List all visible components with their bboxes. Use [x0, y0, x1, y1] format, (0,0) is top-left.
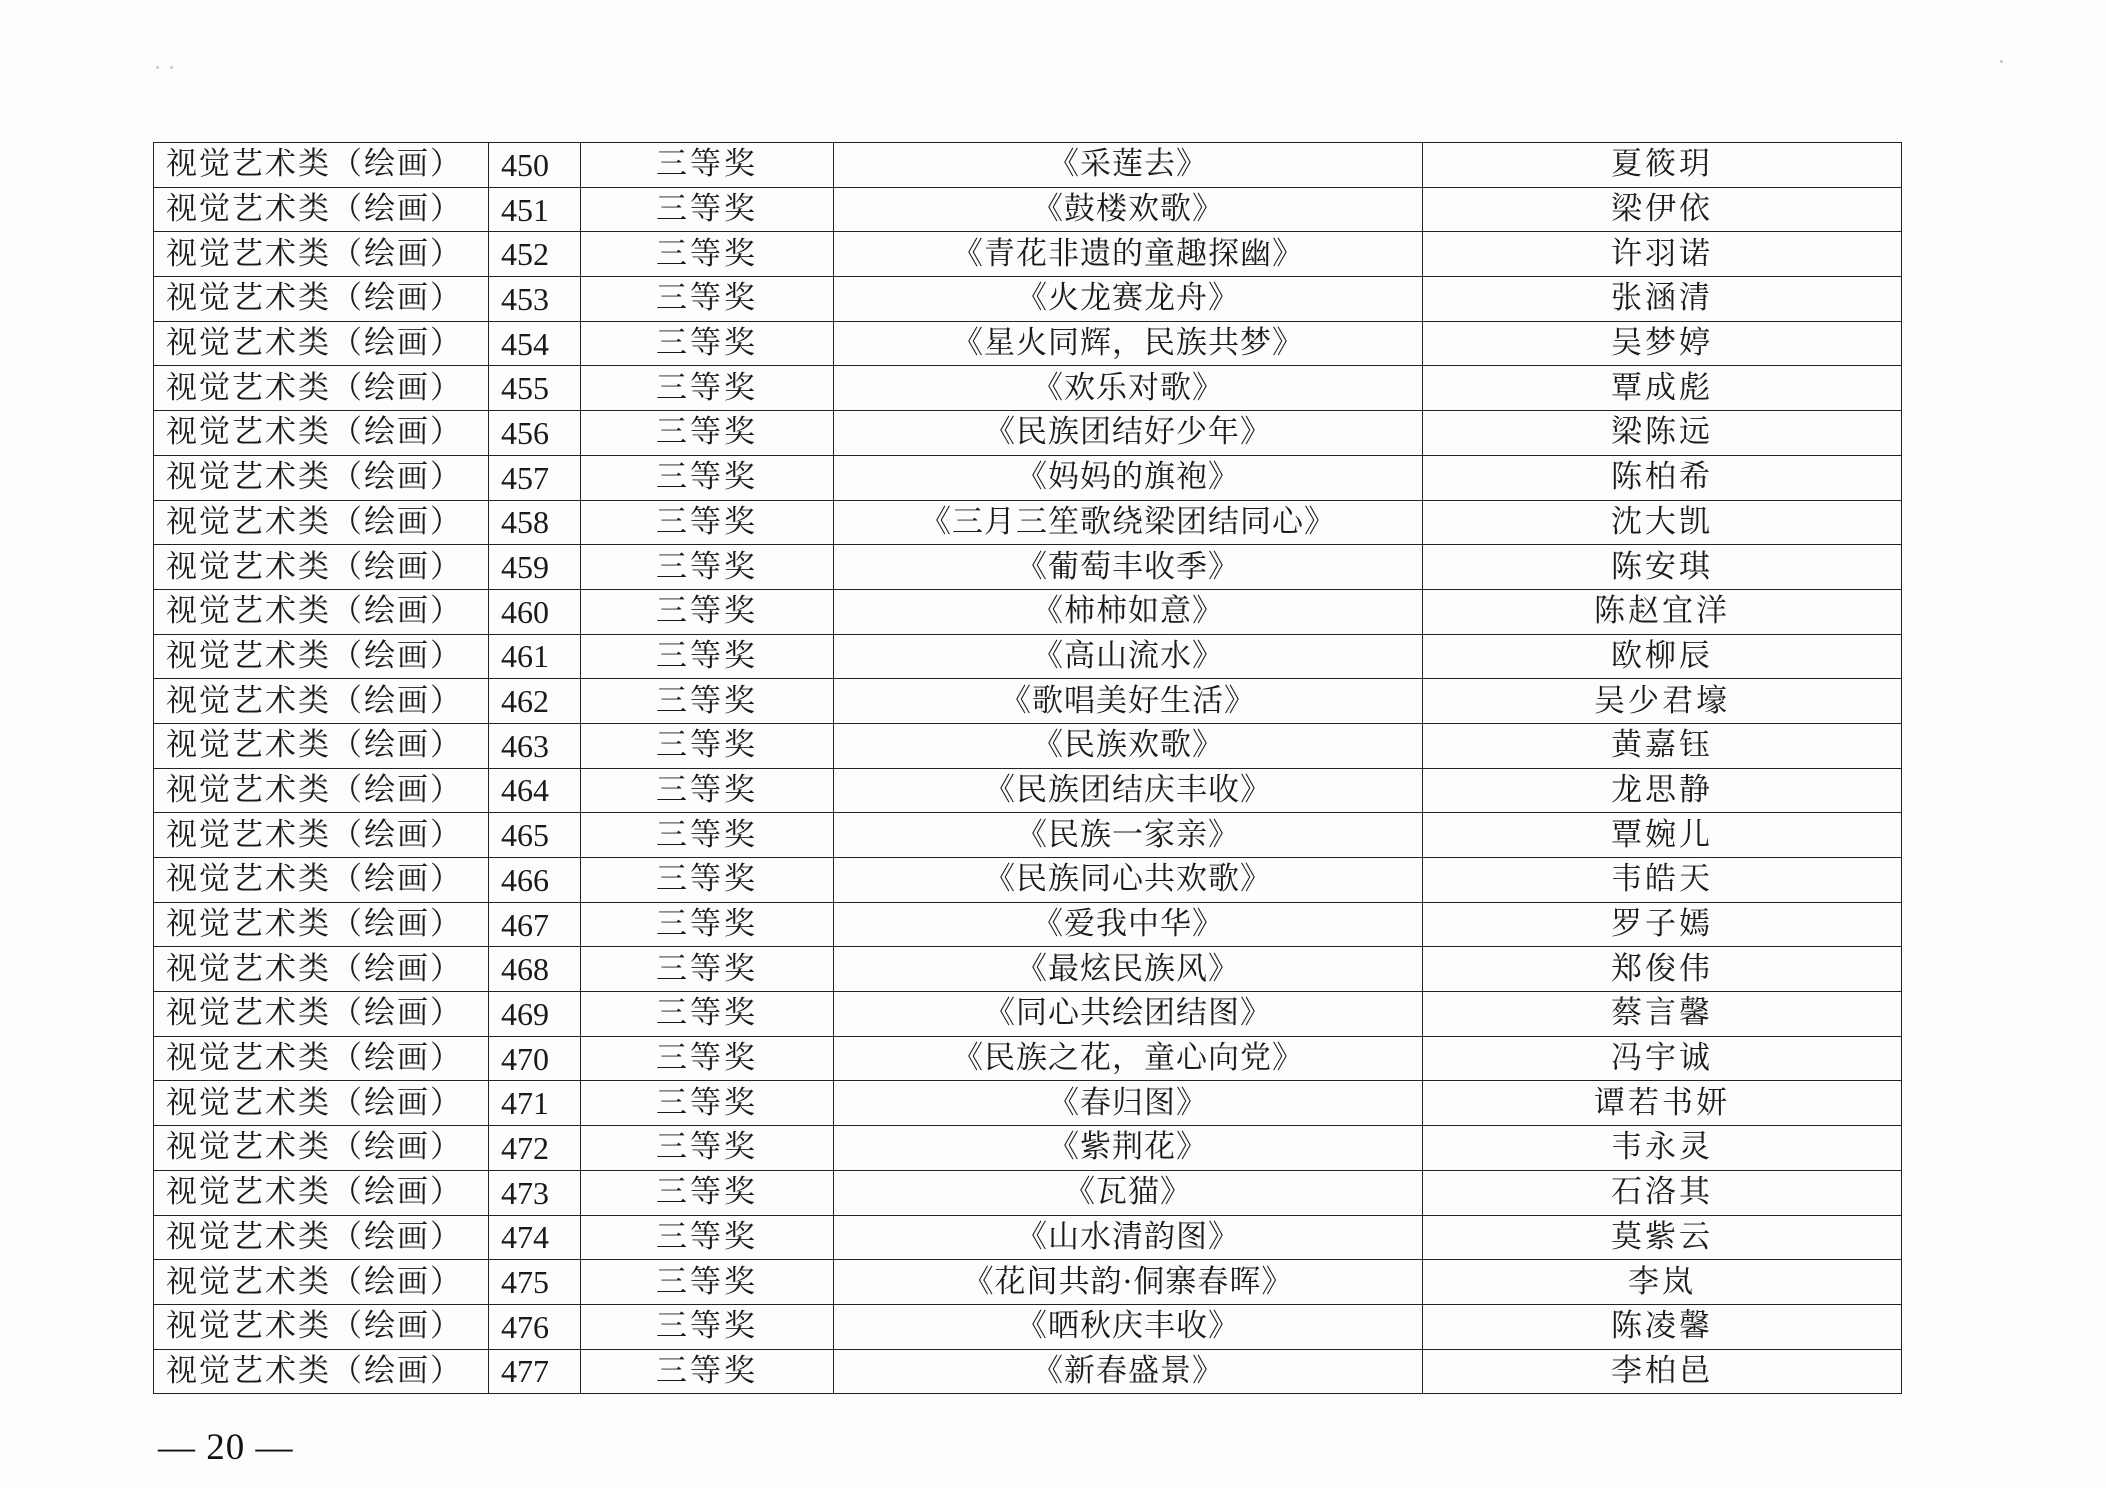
table-row	[154, 366, 1902, 411]
table-row	[154, 1260, 1902, 1305]
cell-category: 视觉艺术类（绘画）	[154, 1215, 489, 1260]
cell-category: 视觉艺术类（绘画）	[154, 366, 489, 411]
cell-work-title: 《三月三笙歌绕梁团结同心》	[834, 500, 1423, 545]
cell-category: 视觉艺术类（绘画）	[154, 634, 489, 679]
cell-work-title: 《爱我中华》	[834, 902, 1423, 947]
scan-speck	[2000, 60, 2003, 63]
cell-award-level: 三等奖	[581, 723, 834, 768]
cell-award-level: 三等奖	[581, 500, 834, 545]
cell-author-name: 张涵清	[1423, 277, 1902, 322]
cell-award-level: 三等奖	[581, 813, 834, 858]
cell-category: 视觉艺术类（绘画）	[154, 902, 489, 947]
table-row	[154, 1349, 1902, 1394]
cell-category: 视觉艺术类（绘画）	[154, 143, 489, 188]
cell-work-title: 《新春盛景》	[834, 1349, 1423, 1394]
cell-author-name: 龙思静	[1423, 768, 1902, 813]
cell-award-level: 三等奖	[581, 187, 834, 232]
cell-category: 视觉艺术类（绘画）	[154, 277, 489, 322]
table-row	[154, 1081, 1902, 1126]
cell-work-title: 《妈妈的旗袍》	[834, 455, 1423, 500]
cell-work-title: 《欢乐对歌》	[834, 366, 1423, 411]
cell-category: 视觉艺术类（绘画）	[154, 1126, 489, 1171]
cell-author-name: 陈赵宜洋	[1423, 589, 1902, 634]
cell-author-name: 黄嘉钰	[1423, 723, 1902, 768]
table-row	[154, 679, 1902, 724]
award-list-table	[153, 142, 1902, 1394]
cell-category: 视觉艺术类（绘画）	[154, 858, 489, 903]
table-row	[154, 992, 1902, 1037]
cell-category: 视觉艺术类（绘画）	[154, 545, 489, 590]
table-row	[154, 813, 1902, 858]
cell-number: 470	[489, 1036, 581, 1081]
cell-number: 451	[489, 187, 581, 232]
cell-award-level: 三等奖	[581, 1260, 834, 1305]
cell-number: 450	[489, 143, 581, 188]
cell-number: 459	[489, 545, 581, 590]
cell-author-name: 韦皓天	[1423, 858, 1902, 903]
cell-author-name: 吴少君壕	[1423, 679, 1902, 724]
cell-author-name: 罗子嫣	[1423, 902, 1902, 947]
cell-number: 464	[489, 768, 581, 813]
cell-category: 视觉艺术类（绘画）	[154, 768, 489, 813]
cell-work-title: 《春归图》	[834, 1081, 1423, 1126]
cell-category: 视觉艺术类（绘画）	[154, 1260, 489, 1305]
cell-work-title: 《山水清韵图》	[834, 1215, 1423, 1260]
cell-category: 视觉艺术类（绘画）	[154, 813, 489, 858]
cell-work-title: 《花间共韵·侗寨春晖》	[834, 1260, 1423, 1305]
cell-work-title: 《最炫民族风》	[834, 947, 1423, 992]
cell-award-level: 三等奖	[581, 902, 834, 947]
cell-number: 467	[489, 902, 581, 947]
cell-author-name: 蔡言馨	[1423, 992, 1902, 1037]
cell-author-name: 梁陈远	[1423, 411, 1902, 456]
cell-work-title: 《民族之花，童心向党》	[834, 1036, 1423, 1081]
table-row	[154, 321, 1902, 366]
cell-award-level: 三等奖	[581, 545, 834, 590]
cell-number: 473	[489, 1170, 581, 1215]
cell-work-title: 《高山流水》	[834, 634, 1423, 679]
table-row	[154, 858, 1902, 903]
cell-work-title: 《鼓楼欢歌》	[834, 187, 1423, 232]
cell-category: 视觉艺术类（绘画）	[154, 1304, 489, 1349]
scan-speck	[170, 66, 173, 69]
cell-work-title: 《紫荆花》	[834, 1126, 1423, 1171]
table-row	[154, 723, 1902, 768]
table-row	[154, 768, 1902, 813]
cell-number: 471	[489, 1081, 581, 1126]
table-row	[154, 634, 1902, 679]
cell-work-title: 《民族团结好少年》	[834, 411, 1423, 456]
cell-award-level: 三等奖	[581, 634, 834, 679]
cell-number: 452	[489, 232, 581, 277]
cell-category: 视觉艺术类（绘画）	[154, 187, 489, 232]
cell-work-title: 《民族一家亲》	[834, 813, 1423, 858]
cell-work-title: 《葡萄丰收季》	[834, 545, 1423, 590]
table-row	[154, 902, 1902, 947]
cell-number: 468	[489, 947, 581, 992]
cell-award-level: 三等奖	[581, 366, 834, 411]
cell-award-level: 三等奖	[581, 455, 834, 500]
cell-number: 472	[489, 1126, 581, 1171]
cell-author-name: 石洛其	[1423, 1170, 1902, 1215]
table-row	[154, 455, 1902, 500]
cell-category: 视觉艺术类（绘画）	[154, 992, 489, 1037]
cell-work-title: 《瓦猫》	[834, 1170, 1423, 1215]
cell-number: 474	[489, 1215, 581, 1260]
cell-category: 视觉艺术类（绘画）	[154, 500, 489, 545]
cell-award-level: 三等奖	[581, 992, 834, 1037]
cell-author-name: 夏筱玥	[1423, 143, 1902, 188]
table-row	[154, 411, 1902, 456]
cell-category: 视觉艺术类（绘画）	[154, 947, 489, 992]
cell-award-level: 三等奖	[581, 143, 834, 188]
cell-work-title: 《民族团结庆丰收》	[834, 768, 1423, 813]
table-row	[154, 545, 1902, 590]
cell-number: 460	[489, 589, 581, 634]
cell-number: 466	[489, 858, 581, 903]
cell-work-title: 《晒秋庆丰收》	[834, 1304, 1423, 1349]
cell-work-title: 《青花非遗的童趣探幽》	[834, 232, 1423, 277]
cell-author-name: 梁伊依	[1423, 187, 1902, 232]
cell-award-level: 三等奖	[581, 232, 834, 277]
cell-number: 476	[489, 1304, 581, 1349]
cell-author-name: 郑俊伟	[1423, 947, 1902, 992]
cell-award-level: 三等奖	[581, 768, 834, 813]
cell-number: 456	[489, 411, 581, 456]
cell-author-name: 冯宇诚	[1423, 1036, 1902, 1081]
cell-category: 视觉艺术类（绘画）	[154, 411, 489, 456]
cell-author-name: 吴梦婷	[1423, 321, 1902, 366]
cell-number: 465	[489, 813, 581, 858]
table-row	[154, 143, 1902, 188]
table-row	[154, 277, 1902, 322]
cell-award-level: 三等奖	[581, 321, 834, 366]
cell-category: 视觉艺术类（绘画）	[154, 232, 489, 277]
cell-number: 462	[489, 679, 581, 724]
cell-work-title: 《星火同辉，民族共梦》	[834, 321, 1423, 366]
cell-number: 455	[489, 366, 581, 411]
table-row	[154, 187, 1902, 232]
cell-award-level: 三等奖	[581, 1215, 834, 1260]
cell-author-name: 韦永灵	[1423, 1126, 1902, 1171]
cell-work-title: 《火龙赛龙舟》	[834, 277, 1423, 322]
cell-award-level: 三等奖	[581, 1349, 834, 1394]
cell-award-level: 三等奖	[581, 858, 834, 903]
cell-award-level: 三等奖	[581, 1304, 834, 1349]
cell-category: 视觉艺术类（绘画）	[154, 1170, 489, 1215]
cell-author-name: 陈柏希	[1423, 455, 1902, 500]
table-row	[154, 500, 1902, 545]
cell-category: 视觉艺术类（绘画）	[154, 723, 489, 768]
cell-number: 458	[489, 500, 581, 545]
table-row	[154, 1215, 1902, 1260]
cell-award-level: 三等奖	[581, 679, 834, 724]
cell-category: 视觉艺术类（绘画）	[154, 455, 489, 500]
cell-work-title: 《采莲去》	[834, 143, 1423, 188]
cell-author-name: 李岚	[1423, 1260, 1902, 1305]
cell-category: 视觉艺术类（绘画）	[154, 1081, 489, 1126]
cell-work-title: 《民族同心共欢歌》	[834, 858, 1423, 903]
table-row	[154, 1170, 1902, 1215]
cell-work-title: 《同心共绘团结图》	[834, 992, 1423, 1037]
table-row	[154, 589, 1902, 634]
cell-award-level: 三等奖	[581, 947, 834, 992]
cell-work-title: 《柿柿如意》	[834, 589, 1423, 634]
cell-author-name: 覃成彪	[1423, 366, 1902, 411]
cell-work-title: 《民族欢歌》	[834, 723, 1423, 768]
cell-author-name: 谭若书妍	[1423, 1081, 1902, 1126]
cell-author-name: 陈安琪	[1423, 545, 1902, 590]
cell-number: 463	[489, 723, 581, 768]
cell-number: 453	[489, 277, 581, 322]
cell-author-name: 沈大凯	[1423, 500, 1902, 545]
cell-category: 视觉艺术类（绘画）	[154, 589, 489, 634]
cell-work-title: 《歌唱美好生活》	[834, 679, 1423, 724]
cell-author-name: 陈凌馨	[1423, 1304, 1902, 1349]
cell-number: 477	[489, 1349, 581, 1394]
cell-award-level: 三等奖	[581, 411, 834, 456]
cell-author-name: 欧柳辰	[1423, 634, 1902, 679]
cell-number: 457	[489, 455, 581, 500]
table-row	[154, 1126, 1902, 1171]
cell-number: 461	[489, 634, 581, 679]
cell-award-level: 三等奖	[581, 1036, 834, 1081]
cell-award-level: 三等奖	[581, 1081, 834, 1126]
table-row	[154, 947, 1902, 992]
cell-author-name: 覃婉儿	[1423, 813, 1902, 858]
cell-category: 视觉艺术类（绘画）	[154, 1036, 489, 1081]
cell-author-name: 李柏邑	[1423, 1349, 1902, 1394]
cell-category: 视觉艺术类（绘画）	[154, 679, 489, 724]
cell-category: 视觉艺术类（绘画）	[154, 1349, 489, 1394]
cell-number: 469	[489, 992, 581, 1037]
cell-number: 475	[489, 1260, 581, 1305]
cell-award-level: 三等奖	[581, 277, 834, 322]
cell-category: 视觉艺术类（绘画）	[154, 321, 489, 366]
table-row	[154, 232, 1902, 277]
cell-number: 454	[489, 321, 581, 366]
cell-author-name: 莫紫云	[1423, 1215, 1902, 1260]
page-number: — 20 —	[158, 1427, 294, 1468]
award-table-body	[154, 143, 1902, 1394]
scan-speck	[156, 66, 159, 69]
cell-award-level: 三等奖	[581, 1126, 834, 1171]
table-row	[154, 1304, 1902, 1349]
cell-award-level: 三等奖	[581, 1170, 834, 1215]
table-row	[154, 1036, 1902, 1081]
cell-author-name: 许羽诺	[1423, 232, 1902, 277]
cell-award-level: 三等奖	[581, 589, 834, 634]
